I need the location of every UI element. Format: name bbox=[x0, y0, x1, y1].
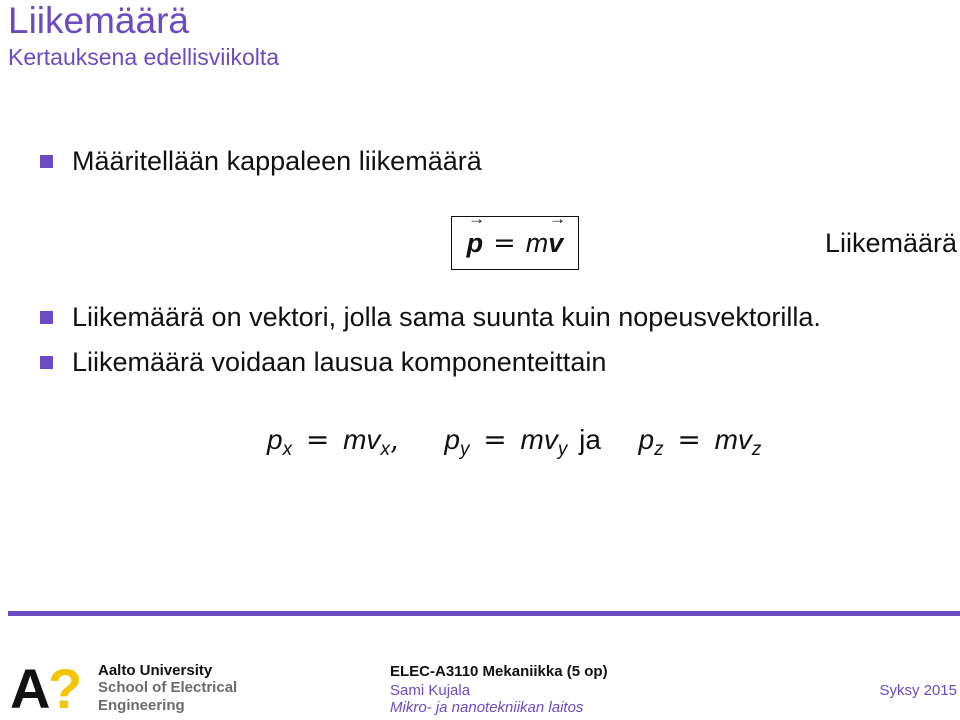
momentum-formula-box bbox=[451, 208, 579, 270]
bullet-item bbox=[40, 302, 821, 333]
symbol-v: v bbox=[548, 227, 564, 258]
momentum-vector-symbol bbox=[466, 208, 486, 259]
course-code: ELEC-A3110 Mekaniikka (5 op) bbox=[390, 663, 608, 680]
bullet-square-icon bbox=[40, 311, 53, 324]
bullet-item bbox=[40, 347, 606, 378]
footer-divider bbox=[8, 611, 960, 616]
department-name: Mikro- ja nanotekniikan laitos bbox=[390, 699, 584, 716]
formula-side-label: Liikemäärä bbox=[824, 228, 957, 258]
logo-question-mark-icon: ? bbox=[48, 660, 83, 710]
mvy-symbol: mv bbox=[520, 424, 558, 455]
symbol-p: p bbox=[466, 227, 484, 258]
mass-symbol: m bbox=[525, 227, 549, 258]
vector-arrow-icon: → bbox=[468, 208, 486, 228]
university-name: Aalto University bbox=[98, 662, 213, 679]
frame-subtitle: Kertauksena edellisviikolta bbox=[8, 44, 280, 70]
logo-a-glyph: A bbox=[10, 660, 51, 710]
bullet-text: Liikemäärä voidaan lausua komponenteittain bbox=[72, 347, 607, 377]
mvy-subscript: y bbox=[557, 439, 568, 460]
equals-sign: = bbox=[493, 227, 516, 259]
pz-symbol: p bbox=[638, 424, 655, 455]
bullet-item bbox=[40, 146, 482, 177]
component-formula bbox=[267, 423, 761, 461]
mvx-subscript: x bbox=[380, 439, 390, 460]
py-subscript: y bbox=[459, 439, 470, 460]
px-subscript: x bbox=[282, 439, 293, 460]
bullet-text: Määritellään kappaleen liikemäärä bbox=[72, 146, 482, 176]
term-label: Syksy 2015 bbox=[879, 682, 957, 699]
mvz-subscript: z bbox=[751, 439, 762, 460]
aalto-logo bbox=[10, 660, 86, 710]
px-symbol: p bbox=[267, 424, 283, 455]
bullet-square-icon bbox=[40, 155, 53, 168]
bullet-text: Liikemäärä on vektori, jolla sama suunta kuin nopeusvektorilla. bbox=[72, 302, 821, 332]
equals-sign: = bbox=[483, 423, 507, 456]
author-name: Sami Kujala bbox=[390, 682, 471, 699]
mvz-symbol: mv bbox=[714, 424, 752, 455]
bullet-square-icon bbox=[40, 356, 53, 369]
py-symbol: p bbox=[444, 424, 460, 455]
equals-sign: = bbox=[677, 423, 701, 456]
frame-title: Liikemäärä bbox=[8, 0, 189, 41]
conjunction-ja: ja bbox=[579, 424, 601, 455]
comma: , bbox=[389, 423, 399, 456]
school-name: School of Electrical Engineering bbox=[98, 679, 238, 714]
vector-arrow-icon: → bbox=[549, 208, 567, 228]
velocity-vector-symbol bbox=[548, 208, 567, 259]
mvx-symbol: mv bbox=[343, 424, 381, 455]
pz-subscript: z bbox=[654, 439, 664, 460]
equals-sign: = bbox=[305, 423, 330, 456]
